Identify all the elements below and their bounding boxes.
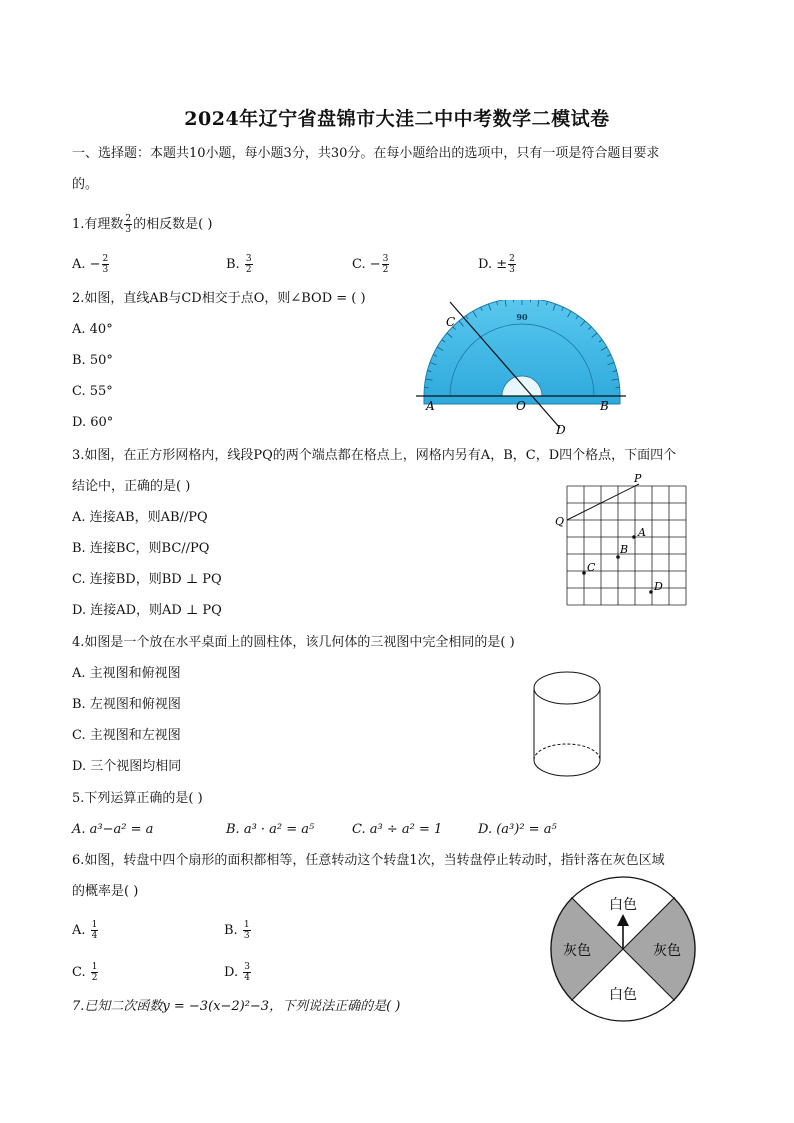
question-3-line1: 3.如图，在正方形网格内，线段PQ的两个端点都在格点上，网格内另有A，B，C，D四个格点，下面四个	[72, 448, 677, 463]
question-1-stem	[72, 214, 212, 235]
q6-d-num: 3	[244, 962, 250, 972]
question-5-stem: 5.下列运算正确的是( )	[72, 791, 203, 806]
fig3-label-p: P	[634, 472, 642, 485]
q2-option-d[interactable]: D. 60°	[72, 415, 114, 430]
q6-d-den: 4	[244, 973, 250, 983]
q2-option-a[interactable]: A. 40°	[72, 322, 113, 337]
q1-a-label: A. −	[72, 257, 101, 272]
fig2-label-b: B	[600, 399, 609, 413]
q2-option-c[interactable]: C. 55°	[72, 384, 113, 399]
q4-option-c[interactable]: C. 主视图和左视图	[72, 728, 181, 743]
q3-option-b[interactable]: B. 连接BC，则BC//PQ	[72, 541, 210, 556]
question-6-line2: 的概率是( )	[72, 884, 139, 899]
cylinder-figure	[530, 668, 604, 782]
grid-point-c	[582, 571, 586, 575]
q1-a-num: 2	[102, 254, 109, 264]
q6-option-c[interactable]	[72, 962, 99, 983]
q1-a-frac	[102, 254, 110, 275]
fig3-label-a: A	[638, 526, 646, 539]
question-4-stem: 4.如图是一个放在水平桌面上的圆柱体，该几何体的三视图中完全相同的是( )	[72, 635, 515, 650]
q1-fraction	[124, 214, 132, 235]
fig2-label-a: A	[426, 399, 435, 413]
spinner-label-right: 灰色	[653, 943, 681, 959]
segment-pq	[567, 484, 639, 520]
q6-a-den: 4	[91, 931, 98, 941]
q6-option-a[interactable]	[72, 920, 99, 941]
q6-b-num: 1	[243, 920, 250, 930]
fig3-label-q: Q	[555, 515, 565, 528]
section-instructions-line2: 的。	[72, 177, 99, 192]
protractor-top-label: 90	[516, 312, 528, 322]
q6-b-frac	[243, 920, 251, 941]
section-instructions-line1: 一、选择题：本题共10小题，每小题3分，共30分。在每小题给出的选项中，只有一项是符合题目要求	[72, 146, 660, 161]
cylinder-bottom-front	[534, 760, 600, 776]
question-2-stem: 2.如图，直线AB与CD相交于点O，则∠BOD = ( )	[72, 291, 366, 306]
q1-d-frac	[508, 254, 516, 275]
protractor-figure	[410, 300, 635, 440]
q6-d-label: D.	[224, 965, 243, 980]
spinner-figure	[550, 876, 696, 1022]
q3-option-d[interactable]: D. 连接AD，则AD ⊥ PQ	[72, 603, 222, 618]
fig2-label-d: D	[556, 423, 566, 437]
q1-option-a[interactable]	[72, 254, 110, 275]
q6-b-den: 3	[243, 931, 250, 941]
q1-c-num: 3	[382, 254, 389, 264]
q1-b-den: 2	[245, 265, 252, 275]
q5-option-c[interactable]: C. a³ ÷ a² = 1	[352, 822, 443, 837]
q4-option-d[interactable]: D. 三个视图均相同	[72, 759, 182, 774]
q1-d-num: 2	[509, 254, 515, 264]
q3-option-c[interactable]: C. 连接BD，则BD ⊥ PQ	[72, 572, 222, 587]
q1-d-label: D. ±	[478, 257, 508, 272]
q1-option-d[interactable]	[478, 254, 517, 275]
q3-option-a[interactable]: A. 连接AB，则AB//PQ	[72, 510, 208, 525]
q1-fraction-den: 3	[125, 225, 132, 235]
q6-a-frac	[91, 920, 99, 941]
q1-b-num: 3	[245, 254, 252, 264]
fig3-label-c: C	[587, 561, 596, 574]
q6-a-label: A.	[72, 923, 90, 938]
q2-option-b[interactable]: B. 50°	[72, 353, 113, 368]
question-7-stem: 7.已知二次函数y = −3(x−2)²−3，下列说法正确的是( )	[72, 999, 401, 1014]
q1-b-label: B.	[226, 257, 244, 272]
grid-figure	[552, 470, 692, 612]
q6-option-d[interactable]	[224, 962, 252, 983]
page-title: 2024年辽宁省盘锦市大洼二中中考数学二模试卷	[184, 108, 610, 130]
q1-option-c[interactable]	[352, 254, 390, 275]
q1-c-frac	[382, 254, 390, 275]
q5-option-b[interactable]: B. a³ · a² = a⁵	[226, 822, 315, 837]
spinner-label-top: 白色	[609, 897, 637, 913]
q6-option-b[interactable]	[224, 920, 252, 941]
q1-stem-post: 的相反数是( )	[133, 217, 213, 232]
q5-option-a[interactable]: A. a³−a² = a	[72, 822, 154, 837]
fig2-label-o: O	[516, 399, 526, 413]
fig3-label-d: D	[654, 580, 663, 593]
q1-c-den: 2	[382, 265, 389, 275]
q4-option-a[interactable]: A. 主视图和俯视图	[72, 666, 181, 681]
q1-a-den: 3	[102, 265, 109, 275]
question-6-line1: 6.如图，转盘中四个扇形的面积都相等，任意转动这个转盘1次，当转盘停止转动时，指针落在灰色区域	[72, 853, 665, 868]
cylinder-top	[534, 672, 600, 704]
q5-option-d[interactable]: D. (a³)² = a⁵	[478, 822, 557, 837]
q1-stem-pre: 1.有理数	[72, 217, 124, 232]
q6-c-label: C.	[72, 965, 90, 980]
fig3-label-b: B	[620, 543, 629, 556]
q6-c-frac	[91, 962, 99, 983]
question-3-line2: 结论中，正确的是( )	[72, 479, 191, 494]
q1-fraction-num: 2	[125, 214, 132, 224]
fig2-label-c: C	[446, 315, 456, 329]
grid-point-d	[649, 590, 653, 594]
q4-option-b[interactable]: B. 左视图和俯视图	[72, 697, 181, 712]
q6-c-den: 2	[91, 973, 98, 983]
spinner-label-left: 灰色	[563, 943, 591, 959]
q6-d-frac	[243, 962, 251, 983]
q1-option-b[interactable]	[226, 254, 254, 275]
cylinder-bottom-hidden	[534, 744, 600, 760]
q6-a-num: 1	[91, 920, 98, 930]
q1-b-frac	[245, 254, 253, 275]
q1-c-label: C. −	[352, 257, 381, 272]
grid-point-a	[632, 535, 636, 539]
spinner-label-bottom: 白色	[609, 987, 637, 1003]
q1-d-den: 3	[509, 265, 515, 275]
q6-c-num: 1	[91, 962, 98, 972]
q6-b-label: B.	[224, 923, 242, 938]
